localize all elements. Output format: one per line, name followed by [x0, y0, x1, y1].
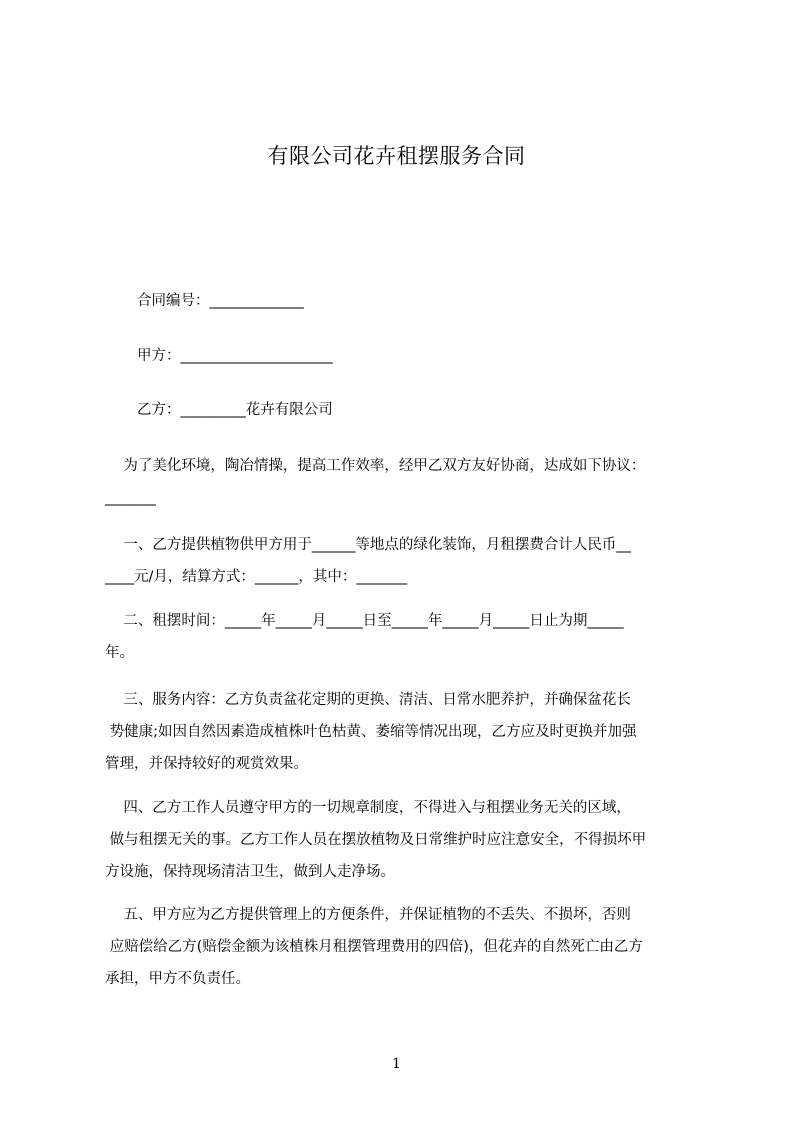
paragraph-line: ____元/月，结算方式：______，其中：_______: [105, 569, 408, 585]
preamble-paragraph: [105, 450, 705, 514]
paragraph-line: _______: [105, 490, 156, 506]
paragraph-line: 势健康;如因自然因素造成植株叶色枯黄、萎缩等情况出现，乙方应及时更换并加强: [105, 724, 637, 740]
paragraph-line: 承担，甲方不负责任。: [105, 971, 250, 987]
paragraph-line: 方设施，保持现场清洁卫生，做到人走净场。: [105, 864, 395, 880]
paragraph-line: 年。: [105, 645, 134, 661]
clause-2-paragraph: [105, 605, 705, 669]
page-number: 1: [392, 1056, 401, 1072]
paragraph-line: 做与租摆无关的事。乙方工作人员在摆放植物及日常维护时应注意安全，不得损坏甲: [105, 832, 647, 848]
paragraph-line: 管理，并保持较好的观赏效果。: [105, 756, 308, 772]
paragraph-line: 应赔偿给乙方(赔偿金额为该植株月租摆管理费用的四倍)，但花卉的自然死亡由乙方: [105, 939, 643, 955]
party-b-line: 乙方：_________花卉有限公司: [137, 402, 333, 418]
paragraph-line: 二、租摆时间：_____年_____月_____日至_____年_____月_____日止为期_____: [105, 613, 624, 629]
clause-5-paragraph: [105, 899, 705, 995]
clause-1-paragraph: [105, 529, 705, 593]
contract-number-line: 合同编号：_____________: [137, 293, 304, 309]
paragraph-line: 一、乙方提供植物供甲方用于______等地点的绿化装饰，月租摆费合计人民币__: [105, 537, 631, 553]
paragraph-line: 四、乙方工作人员遵守甲方的一切规章制度，不得进入与租摆业务无关的区域，: [105, 800, 631, 816]
document-title: 有限公司花卉租摆服务合同: [267, 144, 526, 168]
party-a-line: 甲方：_____________________: [137, 348, 333, 364]
paragraph-line: 五、甲方应为乙方提供管理上的方便条件，并保证植物的不丢失、不损坏，否则: [105, 907, 631, 923]
clause-3-paragraph: [105, 684, 705, 780]
paragraph-line: 为了美化环境，陶冶情操，提高工作效率，经甲乙双方友好协商，达成如下协议：: [105, 458, 646, 474]
clause-4-paragraph: [105, 792, 705, 888]
paragraph-line: 三、服务内容：乙方负责盆花定期的更换、清洁、日常水肥养护，并确保盆花长: [105, 692, 631, 708]
